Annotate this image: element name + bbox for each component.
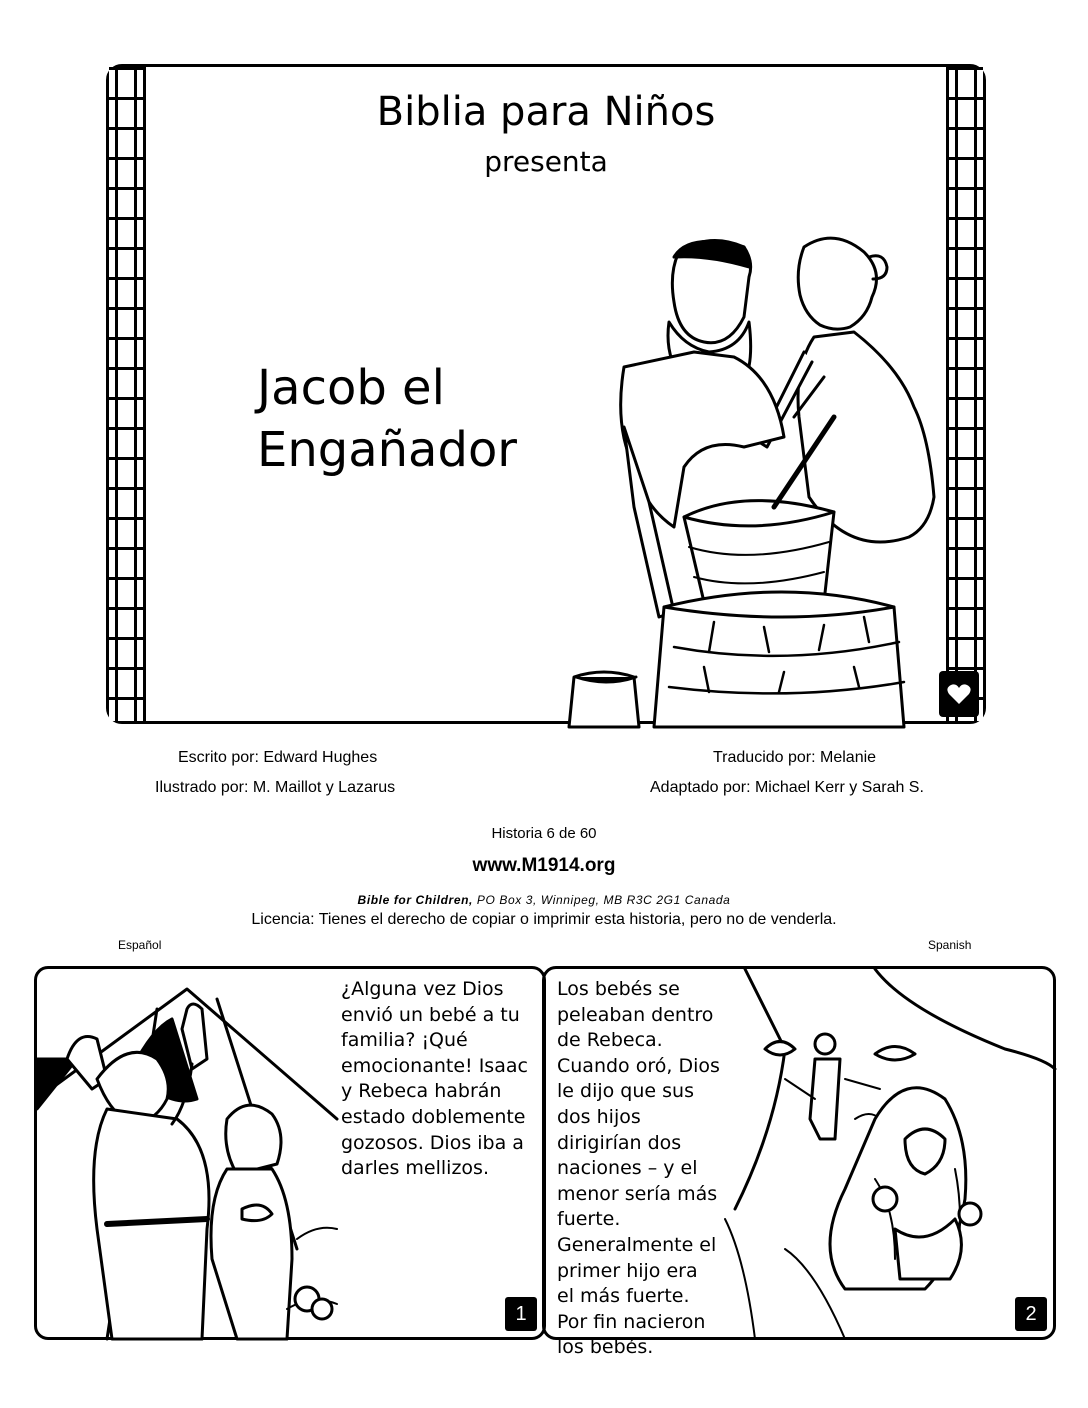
page-number-2: 2 (1015, 1297, 1047, 1331)
credit-written: Escrito por: Edward Hughes (178, 749, 378, 766)
mailing-address (0, 893, 1088, 907)
story-title-line1: Jacob el (257, 360, 445, 416)
credit-translated: Traducido por: Melanie (713, 749, 877, 766)
language-label-left: Español (118, 938, 162, 952)
cover-illustration (564, 227, 944, 727)
cover-frame (106, 64, 986, 724)
credit-illustrated: Ilustrado por: M. Maillot y Lazarus (155, 779, 396, 796)
panel-1-illustration (37, 969, 337, 1339)
heart-logo (939, 671, 979, 717)
story-panel-1 (34, 966, 546, 1340)
license-text: Licencia: Tienes el derecho de copiar o imprimir esta historia, pero no de venderla. (251, 911, 837, 928)
presenta-label: presenta (484, 145, 608, 178)
panel-1-text: ¿Alguna vez Dios envió un bebé a tu familia? ¡Qué emocionante! Isaac y Rebeca habrán estado doblemente gozosos. Dios iba a darles mellizos. (341, 978, 528, 1180)
story-title (257, 357, 517, 481)
story-panel-2 (542, 966, 1056, 1359)
panel-2-text: Los bebés se peleaban dentro de Rebeca. Cuando oró, Dios le dijo que sus dos hijos dirigirían dos naciones – y el menor sería más fuerte. Generalmente el primer hijo era el más fuerte. Por fin nacieron los bebés. (557, 978, 720, 1359)
panel-2-illustration (725, 969, 1055, 1339)
address-rest: PO Box 3, Winnipeg, MB R3C 2G1 Canada (476, 893, 731, 907)
heart-icon (947, 683, 971, 705)
address-org: Bible for Children, (357, 893, 473, 907)
series-title: Biblia para Niños (376, 89, 716, 135)
story-title-line2: Engañador (257, 422, 518, 478)
language-label-right: Spanish (928, 938, 972, 952)
page-number-1: 1 (505, 1297, 537, 1331)
credit-adapted: Adaptado por: Michael Kerr y Sarah S. (650, 779, 924, 796)
story-count: Historia 6 de 60 (491, 825, 597, 842)
website-link[interactable]: www.M1914.org (472, 855, 616, 876)
